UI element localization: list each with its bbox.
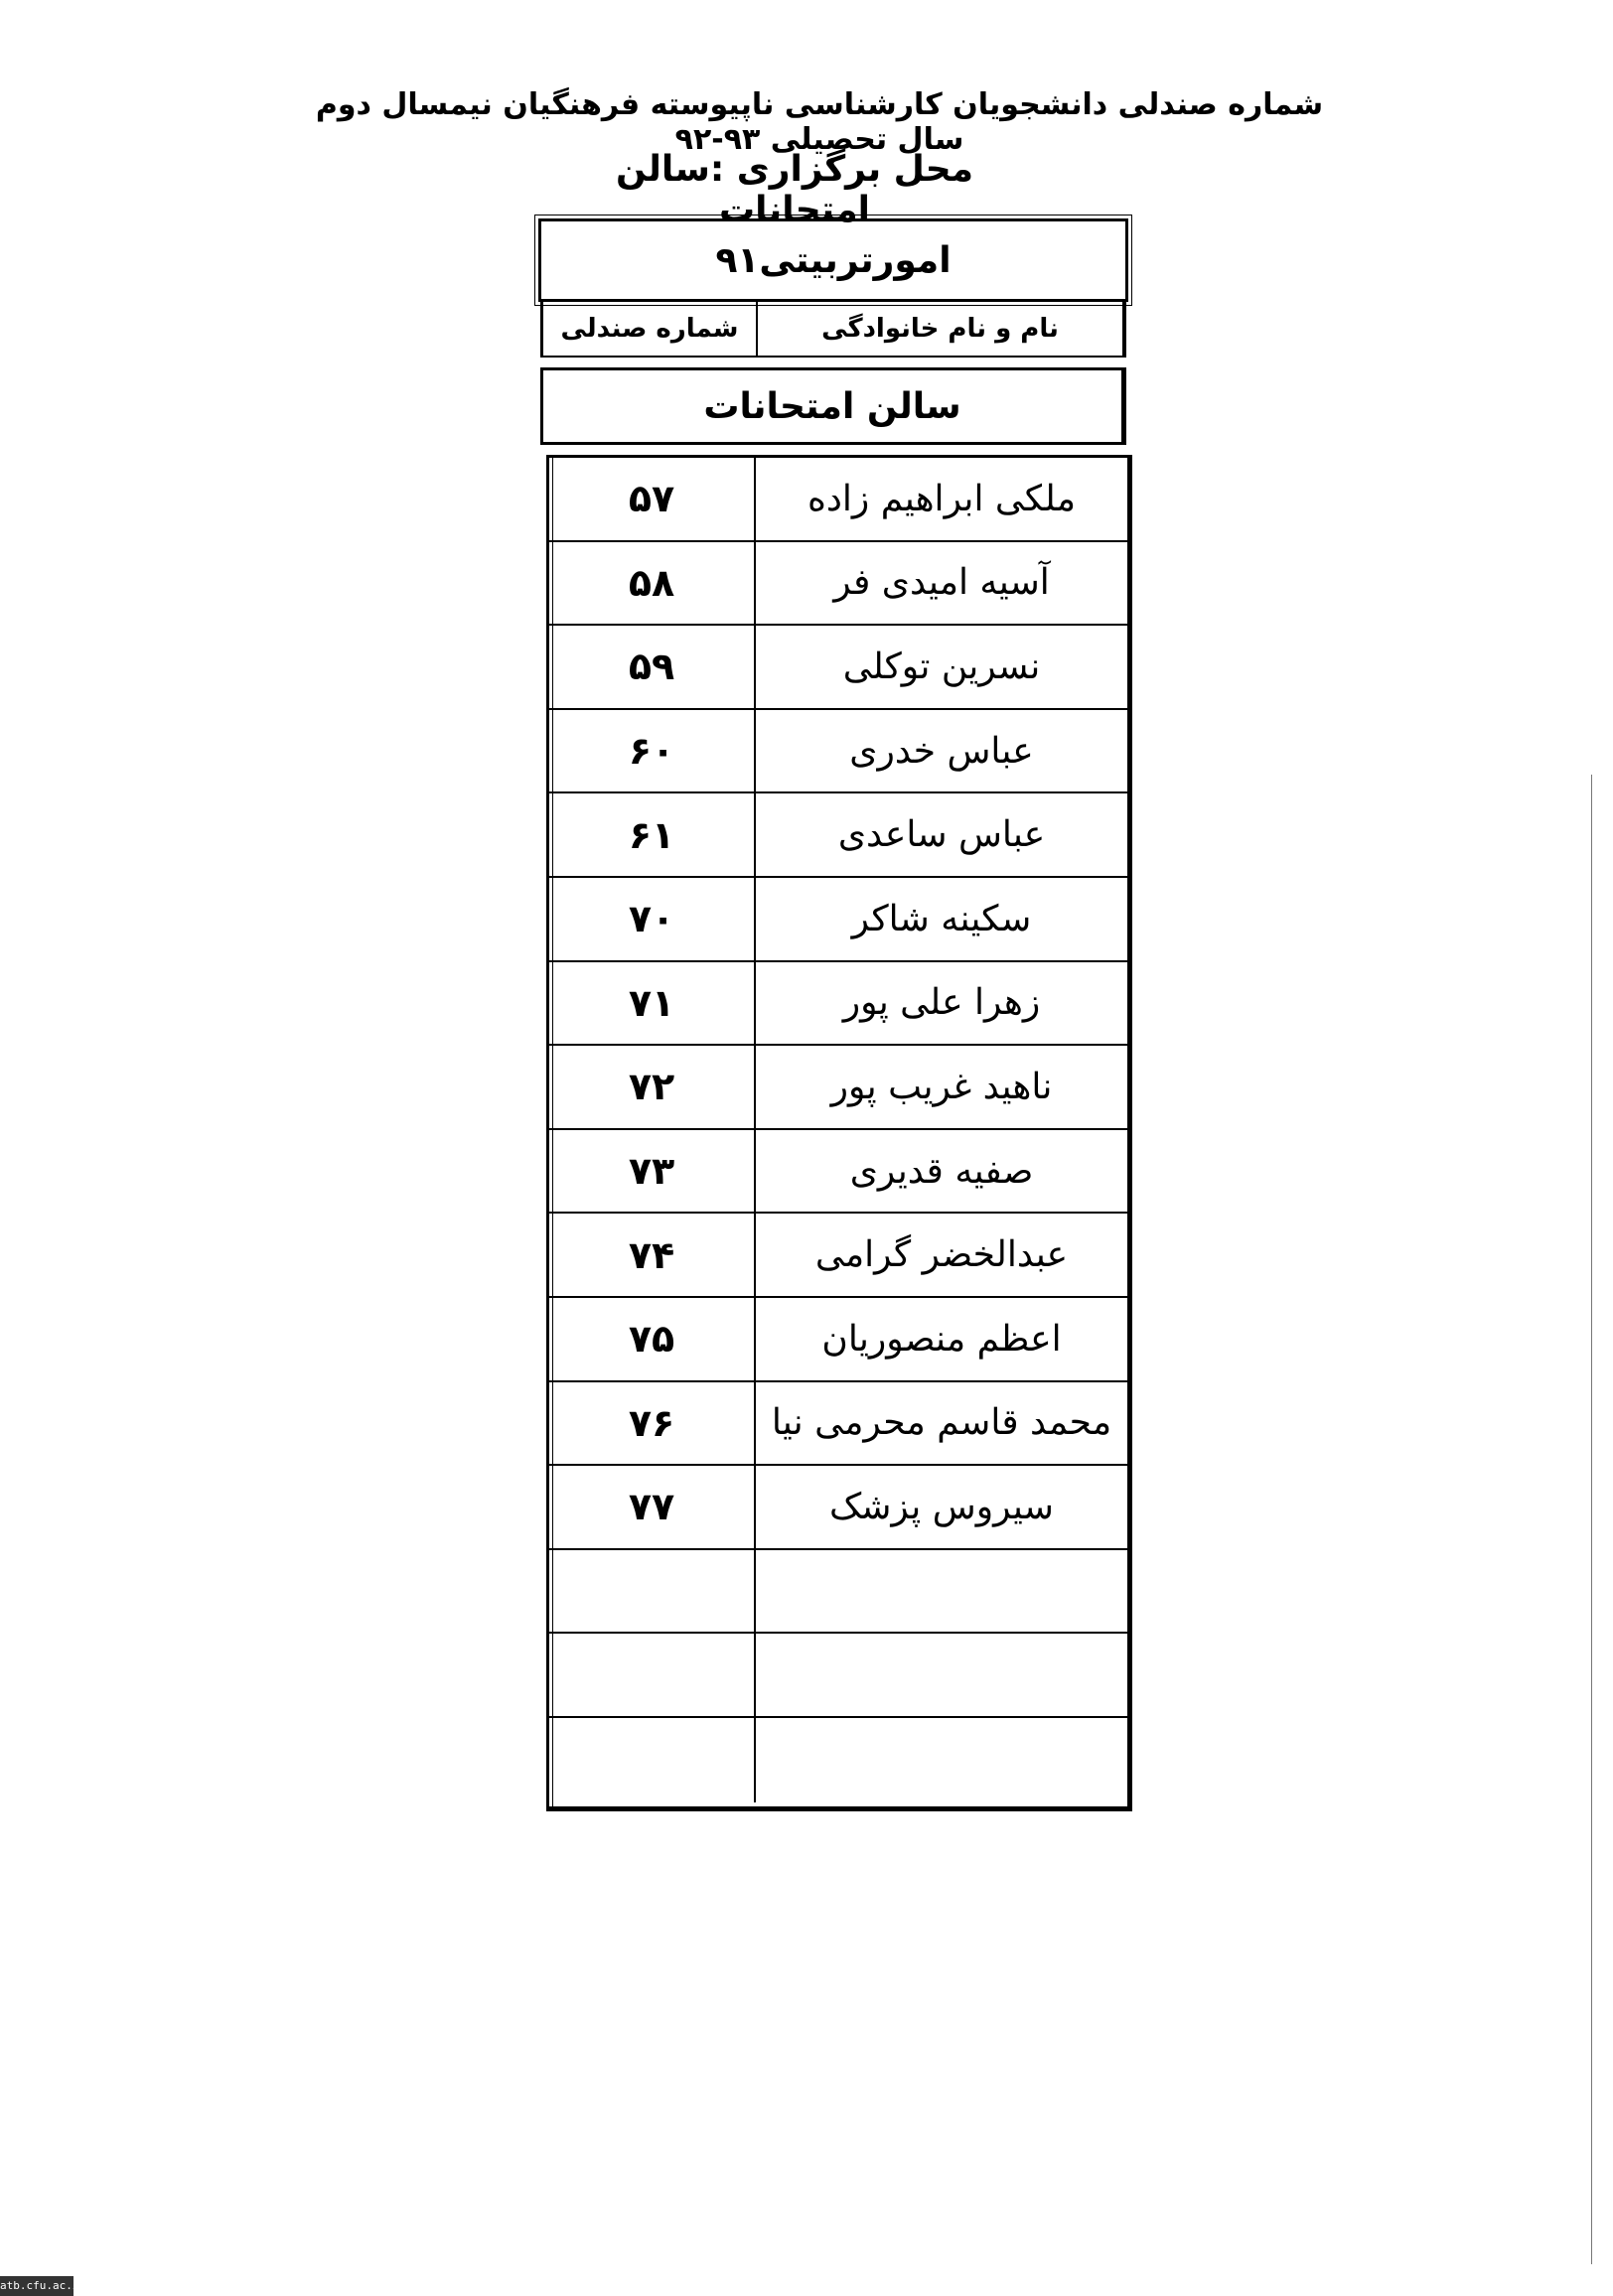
student-name: عبدالخضر گرامی [814, 1234, 1069, 1276]
student-name: ملکی ابراهیم زاده [807, 478, 1076, 519]
document-title: شماره صندلی دانشجویان کارشناسی ناپیوسته فرهنگیان نیمسال دوم سال تحصیلی ۹۳-۹۲ [315, 87, 1324, 157]
student-name: نسرین توکلی [842, 646, 1041, 687]
seat-number: ۷۴ [549, 1214, 756, 1296]
table-row [549, 542, 1127, 627]
student-name: صفیه قدیری [849, 1150, 1034, 1192]
table-row [549, 1298, 1127, 1382]
seat-number: ۶۱ [549, 793, 756, 876]
student-name [756, 1550, 1127, 1633]
table-row [549, 1550, 1127, 1635]
table-row [549, 626, 1127, 710]
seat-number [549, 1718, 756, 1802]
student-name: زهرا علی پور [842, 982, 1041, 1024]
table-row [549, 793, 1127, 878]
scan-edge-line [1591, 775, 1592, 2264]
seat-number [549, 1634, 756, 1716]
seat-number [549, 1550, 756, 1633]
table-header [540, 302, 1126, 358]
table-row [549, 458, 1127, 542]
site-stamp: atb.cfu.ac.ir [0, 2276, 73, 2296]
student-name [756, 1634, 1127, 1716]
student-name: محمد قاسم محرمی نیا [771, 1402, 1112, 1444]
student-name: ناهید غریب پور [830, 1066, 1053, 1107]
seating-table [546, 455, 1132, 1811]
table-row [549, 1130, 1127, 1215]
student-name: عباس خدری [849, 730, 1034, 772]
group-heading: امورتربیتی۹۱ [538, 218, 1128, 302]
table-row [549, 962, 1127, 1047]
seat-number: ۵۸ [549, 542, 756, 625]
table-row [549, 710, 1127, 794]
seat-number: ۷۷ [549, 1466, 756, 1548]
seat-number: ۷۰ [549, 878, 756, 960]
document-subtitle: محل برگزاری :سالن امتحانات [616, 149, 973, 230]
seat-number: ۷۵ [549, 1298, 756, 1380]
seat-number: ۵۷ [549, 458, 756, 540]
seat-number: ۶۰ [549, 710, 756, 792]
seat-number: ۷۳ [549, 1130, 756, 1213]
student-name [756, 1718, 1127, 1802]
seat-number: ۵۹ [549, 626, 756, 708]
table-row [549, 1382, 1127, 1467]
table-row [549, 1634, 1127, 1718]
table-row [549, 1718, 1127, 1802]
student-name: سکینه شاکر [851, 898, 1032, 939]
student-name: سیروس پزشک [829, 1486, 1054, 1527]
seat-number: ۷۱ [549, 962, 756, 1045]
header-seat-number: شماره صندلی [543, 302, 758, 356]
seat-number: ۷۶ [549, 1382, 756, 1465]
header-full-name: نام و نام خانوادگی [821, 314, 1059, 344]
student-name: آسیه امیدی فر [833, 562, 1050, 604]
seat-number: ۷۲ [549, 1046, 756, 1128]
table-row [549, 878, 1127, 962]
table-row [549, 1466, 1127, 1550]
table-row [549, 1214, 1127, 1298]
student-name: عباس ساعدی [837, 814, 1046, 856]
hall-heading: سالن امتحانات [540, 367, 1126, 445]
student-name: اعظم منصوریان [821, 1318, 1062, 1360]
table-row [549, 1046, 1127, 1130]
